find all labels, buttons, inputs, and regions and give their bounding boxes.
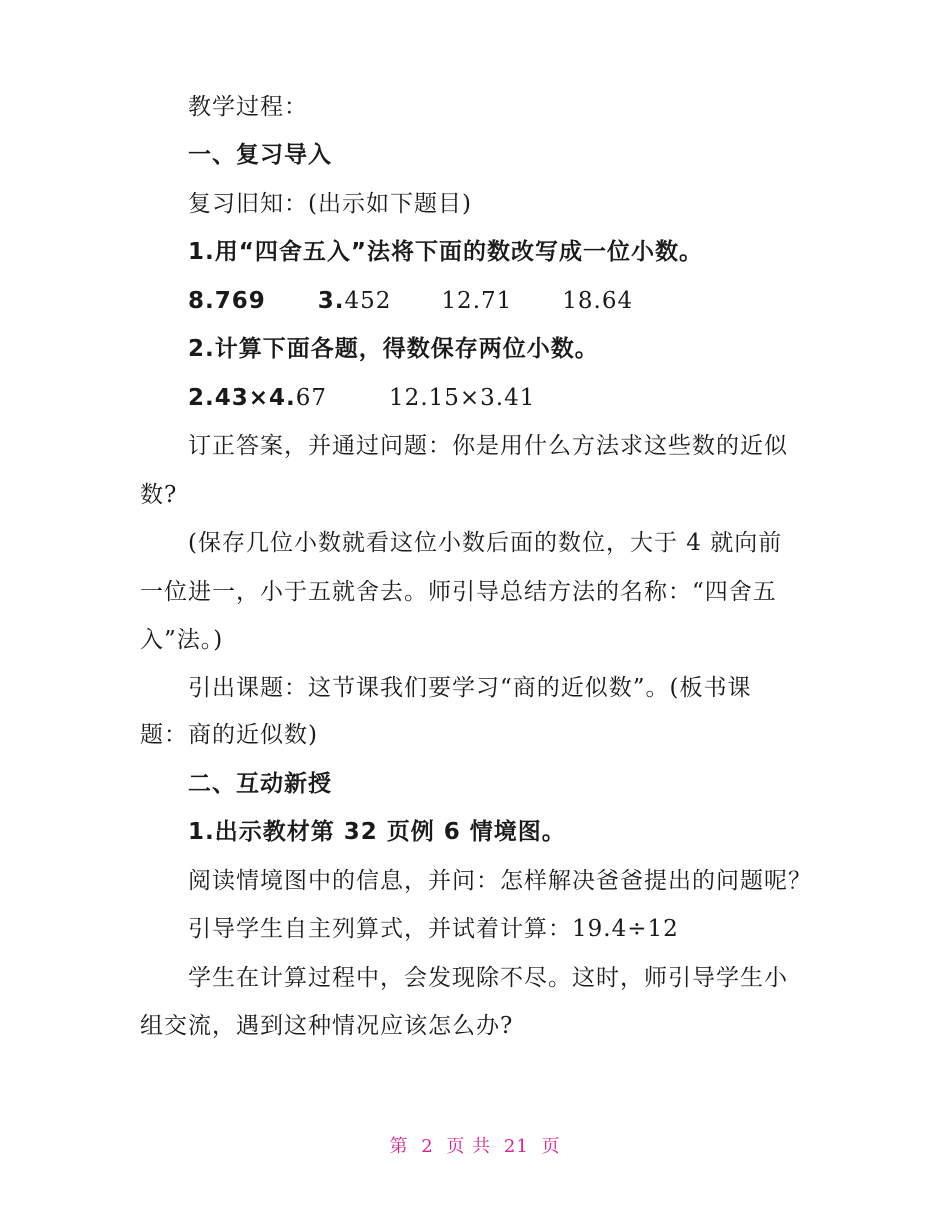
number-row xyxy=(188,383,535,413)
number-value: 18.64 xyxy=(562,288,634,314)
text-line: 数? xyxy=(140,482,178,508)
number-value: 3. xyxy=(317,288,345,314)
section-heading: 二、互动新授 xyxy=(188,771,332,797)
text-line: 引出课题：这节课我们要学习“商的近似数”。(板书课 xyxy=(188,675,752,701)
text-line: 题：商的近似数) xyxy=(140,722,318,748)
text-line: 引导学生自主列算式，并试着计算：19.4÷12 xyxy=(188,916,679,942)
text-line: 订正答案，并通过问题：你是用什么方法求这些数的近似 xyxy=(188,433,788,459)
number-row xyxy=(188,286,633,316)
text-line: 阅读情境图中的信息，并问：怎样解决爸爸提出的问题呢？ xyxy=(188,868,812,894)
expression-value: 2.43×4. xyxy=(188,385,296,411)
question-line: 1.用“四舍五入”法将下面的数改写成一位小数。 xyxy=(188,239,703,265)
footer-mid: 页 共 xyxy=(446,1136,492,1157)
text-line: 教学过程： xyxy=(188,94,308,120)
footer-prefix: 第 xyxy=(389,1136,409,1157)
footer-suffix: 页 xyxy=(541,1136,561,1157)
text-line: 入”法。) xyxy=(140,627,224,653)
number-value: 452 xyxy=(344,288,392,314)
expression-value: 12.15×3.41 xyxy=(389,385,536,411)
expression-value: 67 xyxy=(295,385,328,411)
page-total: 21 xyxy=(503,1136,529,1157)
section-heading: 一、复习导入 xyxy=(188,142,332,168)
text-line: (保存几位小数就看这位小数后面的数位，大于 4 就向前 xyxy=(188,530,783,556)
question-line: 1.出示教材第 32 页例 6 情境图。 xyxy=(188,819,566,845)
text-line: 学生在计算过程中，会发现除不尽。这时，师引导学生小 xyxy=(188,965,788,991)
question-line: 2.计算下面各题，得数保存两位小数。 xyxy=(188,336,599,362)
number-value: 8.769 xyxy=(188,288,266,314)
page-number: 2 xyxy=(421,1136,434,1157)
text-line: 一位进一，小于五就舍去。师引导总结方法的名称：“四舍五 xyxy=(140,579,777,605)
page-footer xyxy=(0,1132,950,1158)
number-value: 12.71 xyxy=(441,288,513,314)
text-line: 复习旧知：(出示如下题目) xyxy=(188,191,472,217)
text-line: 组交流，遇到这种情况应该怎么办? xyxy=(140,1013,514,1039)
